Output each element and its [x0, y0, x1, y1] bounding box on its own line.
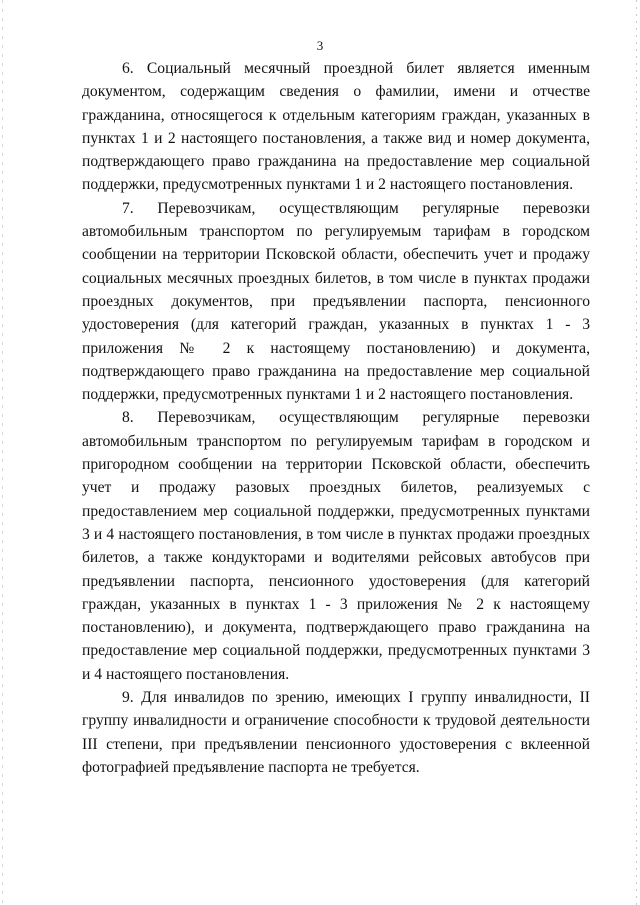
scan-edge-left	[2, 0, 3, 905]
paragraph-9: 9. Для инвалидов по зрению, имеющих I группу инвалидности, II группу инвалидности и ограничение способности к трудовой деятельности III степени, при предъявлении пенсионного удостоверения с вклеенной фотографией предъявление паспорта не требуется.	[82, 689, 590, 776]
page-number: 3	[316, 38, 324, 53]
paragraph-8: 8. Перевозчикам, осуществляющим регулярные перевозки автомобильным транспортом по регулируемым тарифам в городском и пригородном сообщении на территории Псковской области, обеспечить учет и продажу разовых проездных билетов, реализуемых с предоставлением мер социальной поддержки, предусмотренных пунктами 3 и 4 настоящего постановления, в том числе в пунктах продажи проездных билетов, а также кондукторами и водителями рейсовых автобусов при предъявлении паспорта, пенсионного удостоверения (для категорий граждан, указанных в пунктах 1 - 3 приложения № 2 к настоящему постановлению), и документа, подтверждающего право гражданина на предоставление мер социальной поддержки, предусмотренных пунктами 3 и 4 настоящего постановления.	[82, 409, 590, 683]
paragraph-7: 7. Перевозчикам, осуществляющим регулярные перевозки автомобильным транспортом по регулируемым тарифам в городском сообщении на территории Псковской области, обеспечить учет и продажу социальных месячных проездных билетов, в том числе в пунктах продажи проездных документов, при предъявлении паспорта, пенсионного удостоверения (для категорий граждан, указанных в пунктах 1 - 3 приложения № 2 к настоящему постановлению) и документа, подтверждающего право гражданина на предоставление мер социальной поддержки, предусмотренных пунктами 1 и 2 настоящего постановления.	[82, 199, 590, 404]
scan-edge-right	[636, 0, 637, 905]
document-body	[82, 57, 590, 779]
paragraph-6: 6. Социальный месячный проездной билет является именным документом, содержащим сведения о фамилии, имени и отчестве гражданина, относящегося к отдельным категориям граждан, указанных в пунктах 1 и 2 настоящего постановления, а также вид и номер документа, подтверждающего право гражданина на предоставление мер социальной поддержки, предусмотренных пунктами 1 и 2 настоящего постановления.	[82, 60, 590, 194]
